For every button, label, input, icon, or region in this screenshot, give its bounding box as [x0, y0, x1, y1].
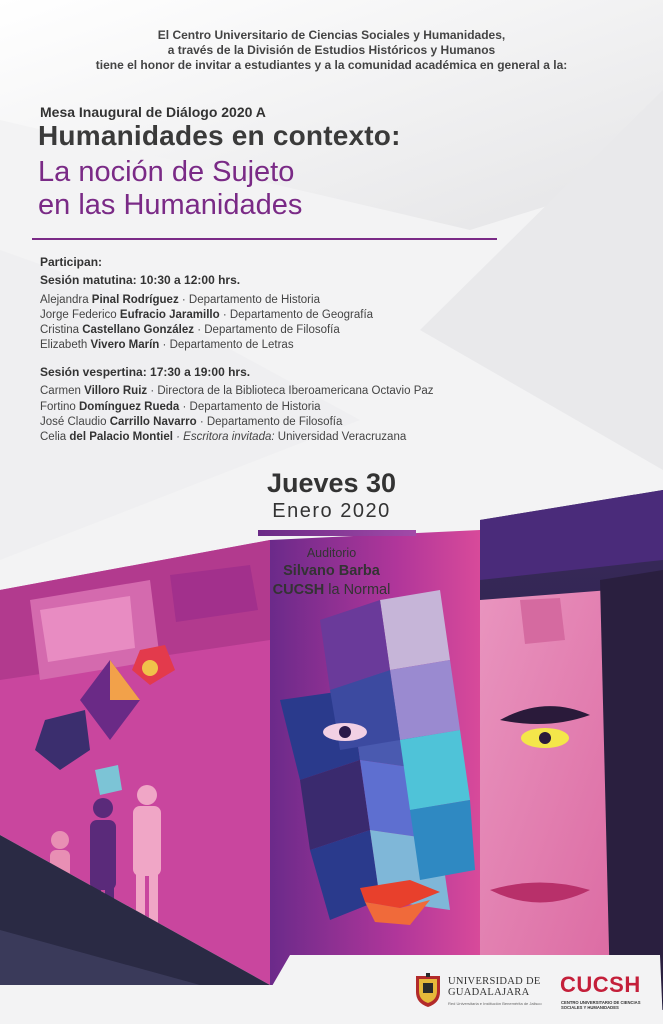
cucsh-tagline: CENTRO UNIVERSITARIO DE CIENCIAS SOCIALES Y HUMANIDADES [561, 1000, 641, 1010]
event-day: Jueves 30 [266, 468, 397, 498]
udg-name-line: GUADALAJARA [448, 987, 530, 998]
morning-session-heading: Sesión matutina: 10:30 a 12:00 hrs. [40, 273, 241, 288]
intro-line: tiene el honor de invitar a estudiantes y a la comunidad académica en general a la: [95, 58, 568, 72]
participants-section [40, 255, 373, 354]
participant-row: Alejandra Pinal Rodríguez · Departamento de Historia [40, 293, 320, 306]
footer-logos [0, 970, 663, 1020]
udg-name-line: UNIVERSIDAD DE [448, 976, 541, 987]
cucsh-wordmark: CUCSH [560, 972, 641, 997]
venue-label: Auditorio [306, 546, 357, 560]
venue-name: Silvano Barba [283, 563, 380, 579]
udg-crest-icon [414, 972, 442, 1008]
participant-row: Fortino Domínguez Rueda · Departamento de Historia [40, 400, 321, 413]
intro-line: a través de la División de Estudios Históricos y Humanos [167, 43, 496, 57]
participant-row: Jorge Federico Eufracio Jaramillo · Departamento de Geografía [40, 308, 374, 321]
participant-row: José Claudio Carrillo Navarro · Departamento de Filosofía [40, 415, 343, 428]
participant-row: Carmen Villoro Ruiz · Directora de la Biblioteca Iberoamericana Octavio Paz [40, 385, 434, 398]
date-divider [258, 530, 416, 536]
event-title: Humanidades en contexto: [38, 120, 401, 151]
event-month: Enero 2020 [272, 500, 391, 522]
theme-line: La noción de Sujeto [38, 156, 295, 188]
udg-logo [414, 970, 544, 1014]
participant-row: Elizabeth Vivero Marín · Departamento de Letras [40, 339, 294, 352]
evening-section [40, 365, 434, 445]
event-theme [38, 156, 302, 222]
intro-line: El Centro Universitario de Ciencias Sociales y Humanidades, [157, 28, 506, 42]
event-subtitle: Mesa Inaugural de Diálogo 2020 A [40, 104, 266, 120]
evening-session-heading: Sesión vespertina: 17:30 a 19:00 hrs. [40, 365, 251, 379]
invitation-intro [0, 28, 663, 73]
theme-line: en las Humanidades [38, 189, 303, 221]
cucsh-logo [560, 972, 654, 1016]
participants-heading: Participan: [40, 255, 103, 269]
venue-place: CUCSH la Normal [272, 582, 391, 598]
title-divider [32, 238, 497, 240]
udg-tagline: Red Universitaria e Institución Benemérita de Jalisco [448, 1001, 542, 1006]
participant-row: Cristina Castellano González · Departamento de Filosofía [40, 324, 340, 337]
participant-row: Celia del Palacio Montiel · Escritora invitada: Universidad Veracruzana [40, 431, 407, 444]
